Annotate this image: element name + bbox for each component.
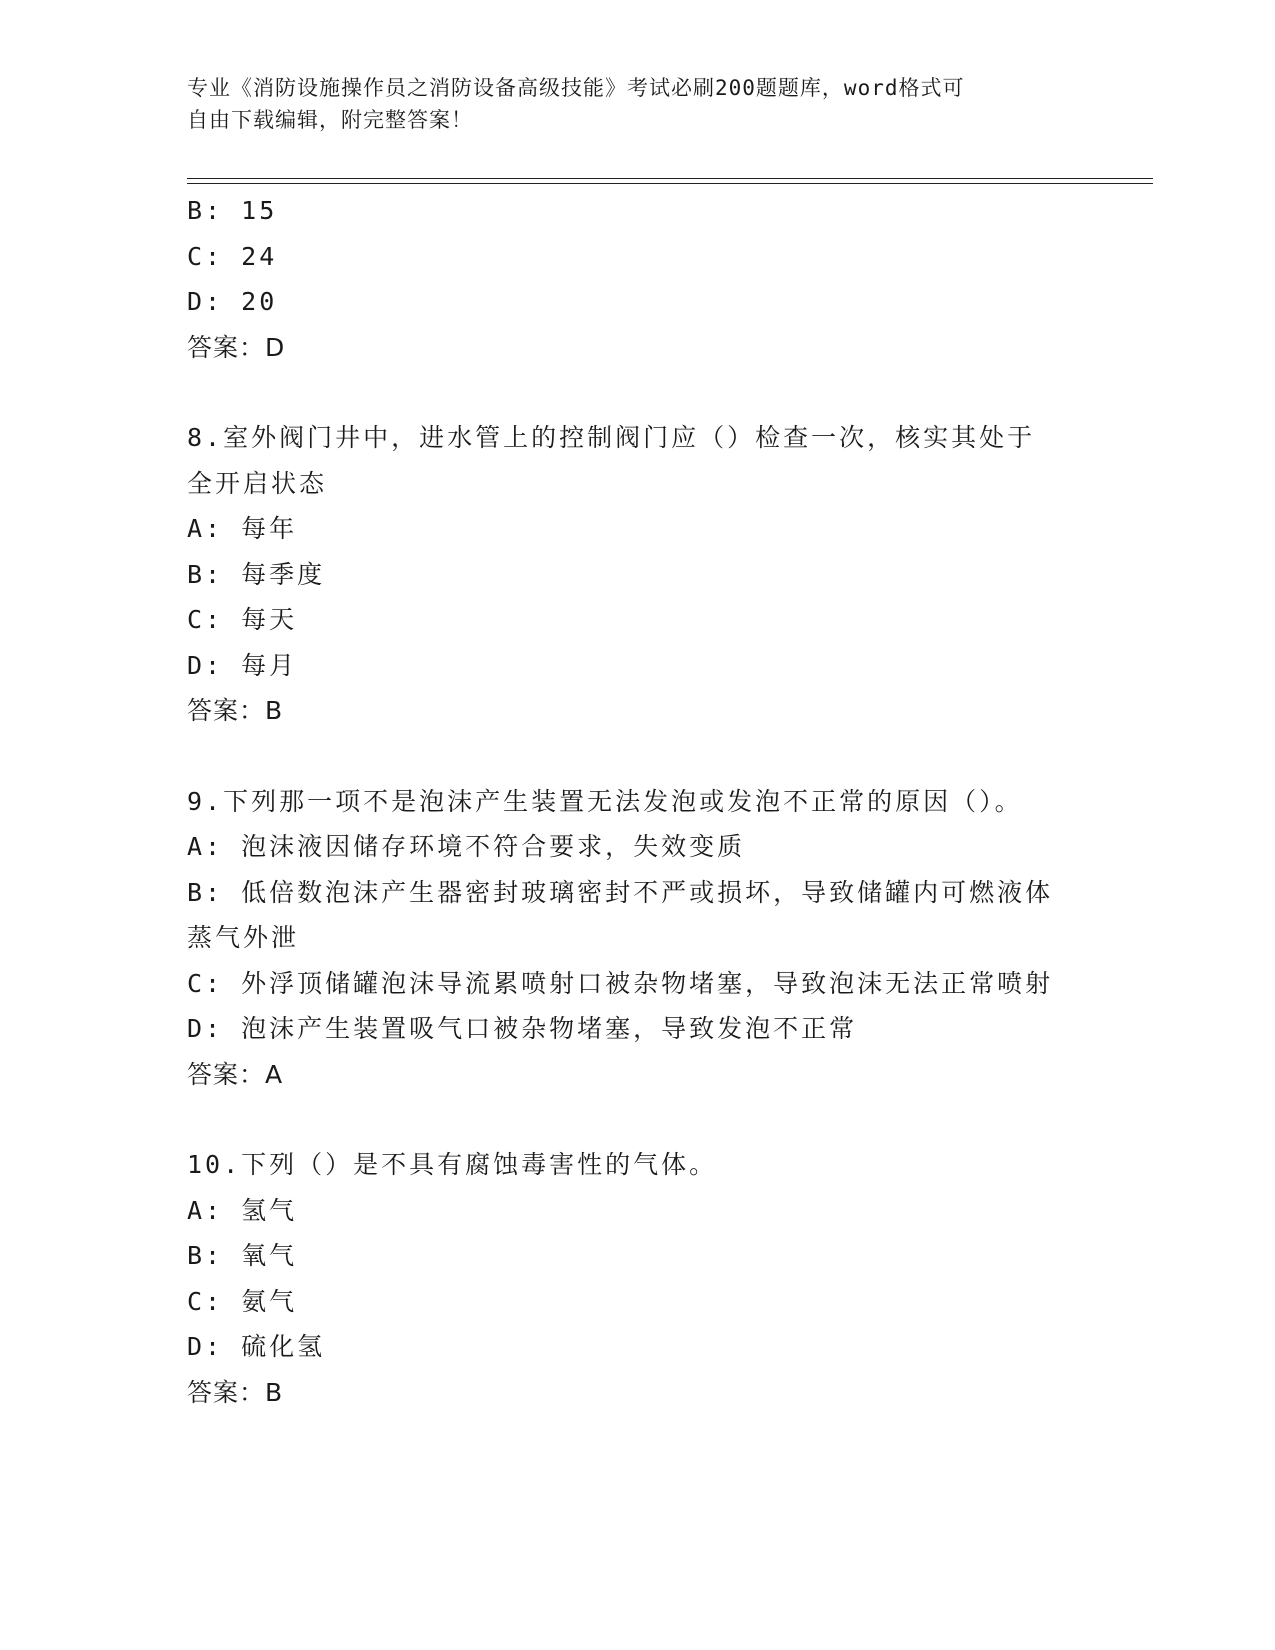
option-b [187, 1233, 1087, 1279]
option-text: 氢气 [241, 1195, 298, 1225]
option-text: 氧气 [241, 1241, 298, 1270]
answer-line: 答案：A [187, 1059, 284, 1089]
option-text: 24 [241, 241, 278, 271]
option-text: 硫化氢 [241, 1332, 326, 1361]
option-label: B: [187, 1241, 224, 1270]
option-text: 20 [241, 287, 278, 316]
question-stem-continued: 全开启状态 [187, 468, 328, 498]
option-label: D: [187, 1014, 224, 1043]
option-label: C: [187, 968, 224, 998]
option-label: C: [187, 241, 224, 271]
option-c [187, 961, 1087, 1007]
option-label: A: [187, 1195, 224, 1225]
option-d [187, 643, 1087, 689]
question-7-tail [187, 188, 1087, 370]
option-text: 泡沫产生装置吸气口被杂物堵塞，导致发泡不正常 [241, 1014, 858, 1043]
option-d [187, 1324, 1087, 1370]
option-a [187, 506, 1087, 552]
option-text: 泡沫液因储存环境不符合要求，失效变质 [241, 832, 746, 861]
option-label: C: [187, 1286, 224, 1316]
option-label: B: [187, 877, 224, 907]
option-c [187, 597, 1087, 643]
option-c [187, 1279, 1087, 1325]
option-label: D: [187, 650, 224, 680]
question-spacer [187, 734, 1087, 779]
option-label: C: [187, 605, 224, 634]
answer-line: 答案：D [187, 332, 286, 362]
option-text: 外浮顶储罐泡沫导流累喷射口被杂物堵塞，导致泡沫无法正常喷射 [241, 968, 1054, 998]
option-b-continued: 蒸气外泄 [187, 923, 300, 952]
question-10 [187, 1142, 1087, 1415]
option-b [187, 188, 1087, 234]
option-b [187, 870, 1087, 916]
option-text: 每季度 [241, 559, 326, 589]
option-label: D: [187, 1332, 224, 1361]
option-label: B: [187, 559, 224, 589]
option-a [187, 824, 1087, 870]
option-c [187, 234, 1087, 280]
option-d [187, 1006, 1087, 1052]
question-stem: 9.下列那一项不是泡沫产生装置无法发泡或发泡不正常的原因（）。 [187, 786, 1023, 816]
header-line-1: 专业《消防设施操作员之消防设备高级技能》考试必刷200题题库，word格式可 [187, 76, 965, 100]
option-text: 每月 [241, 650, 298, 680]
question-stem: 10.下列（）是不具有腐蚀毒害性的气体。 [187, 1150, 718, 1179]
question-stem: 8.室外阀门井中，进水管上的控制阀门应（）检查一次，核实其处于 [187, 423, 1036, 452]
answer-line: 答案：B [187, 696, 284, 725]
option-d [187, 279, 1087, 325]
option-label: B: [187, 196, 224, 225]
option-text: 低倍数泡沫产生器密封玻璃密封不严或损坏，导致储罐内可燃液体 [241, 877, 1054, 907]
option-a [187, 1188, 1087, 1234]
option-text: 15 [241, 196, 278, 225]
header-line-2: 自由下载编辑，附完整答案！ [187, 108, 473, 132]
option-label: D: [187, 287, 224, 316]
answer-line: 答案：B [187, 1377, 284, 1407]
document-header [187, 72, 1067, 136]
option-text: 每年 [241, 514, 298, 543]
header-rule-bottom [187, 183, 1153, 184]
option-b [187, 552, 1087, 598]
question-spacer [187, 370, 1087, 415]
option-label: A: [187, 514, 224, 543]
document-body [187, 188, 1087, 1415]
option-label: A: [187, 832, 224, 861]
option-text: 每天 [241, 605, 298, 634]
header-rule-top [187, 178, 1153, 179]
question-spacer [187, 1097, 1087, 1142]
option-text: 氨气 [241, 1286, 298, 1316]
question-9 [187, 779, 1087, 1098]
question-8 [187, 415, 1087, 734]
